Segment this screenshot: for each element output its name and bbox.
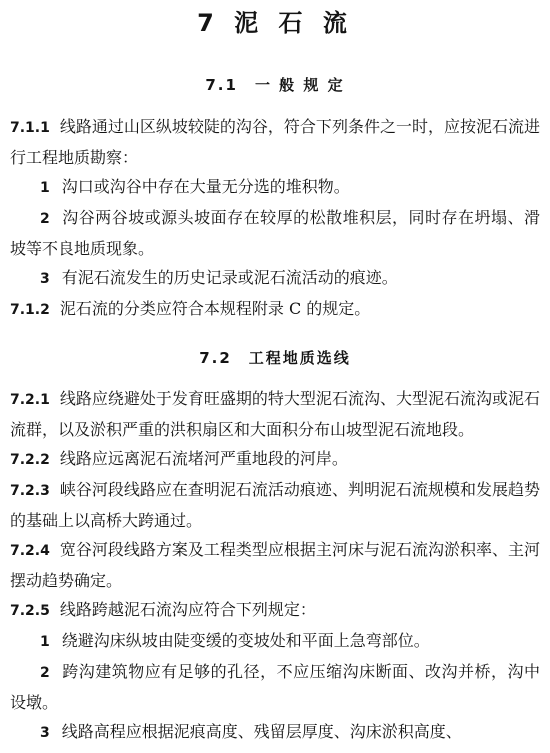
clause-7-2-5 [10,595,540,626]
clause-text: 线路应远离泥石流堵河严重地段的河岸。 [59,449,348,468]
list-item [10,172,540,203]
list-item [10,263,540,294]
clause-text: 线路跨越泥石流沟应符合下列规定： [59,600,316,619]
clause-text: 峡谷河段线路应在查明泥石流活动痕迹、判明泥石流规模和发展趋势的基础上以高桥大跨通过。 [10,480,540,530]
item-number: 1 [40,180,50,196]
item-text: 沟口或沟谷中存在大量无分选的堆积物。 [61,177,350,196]
clause-number: 7.2.4 [10,543,50,559]
item-text: 沟谷两谷坡或源头坡面存在较厚的松散堆积层，同时存在坍塌、滑坡等不良地质现象。 [10,208,540,258]
clause-number: 7.2.3 [10,483,50,499]
clause-7-2-4 [10,535,540,595]
list-item [10,203,540,263]
clause-number: 7.2.2 [10,452,50,468]
item-number: 3 [40,271,50,287]
clause-text: 泥石流的分类应符合本规程附录 C 的规定。 [59,299,371,318]
item-text: 绕避沟床纵坡由陡变缓的变坡处和平面上急弯部位。 [61,631,430,650]
clause-text: 线路通过山区纵坡较陡的沟谷，符合下列条件之一时，应按泥石流进行工程地质勘察： [10,117,540,167]
section-title-7-2: 7.2 工程地质选线 [199,349,351,367]
item-text: 线路高程应根据泥痕高度、残留层厚度、沟床淤积高度、 [61,722,462,741]
section-title-7-1: 7.1 一 般 规 定 [205,76,345,94]
clause-number: 7.2.5 [10,603,50,619]
clause-7-2-2 [10,444,540,475]
clause-7-2-1 [10,384,540,444]
clause-7-1-2 [10,294,540,325]
clause-7-2-3 [10,475,540,535]
list-item [10,717,540,748]
clause-paragraph [10,112,540,172]
list-item [10,657,540,717]
clause-text: 线路应绕避处于发育旺盛期的特大型泥石流沟、大型泥石流沟或泥石流群，以及淤积严重的洪积扇区和大面积分布山坡型泥石流地段。 [10,389,540,439]
clause-number: 7.2.1 [10,392,50,408]
item-text: 有泥石流发生的历史记录或泥石流活动的痕迹。 [61,268,398,287]
chapter-title: 7 泥 石 流 [197,9,353,37]
clause-number: 7.1.2 [10,302,50,318]
item-number: 2 [40,665,50,681]
item-text: 跨沟建筑物应有足够的孔径，不应压缩沟床断面、改沟并桥，沟中设墩。 [10,662,540,712]
list-item [10,626,540,657]
clause-number: 7.1.1 [10,120,50,136]
item-number: 2 [40,211,50,227]
clause-text: 宽谷河段线路方案及工程类型应根据主河床与泥石流沟淤积率、主河摆动趋势确定。 [10,540,540,590]
item-number: 3 [40,725,50,741]
item-number: 1 [40,634,50,650]
clause-7-1-1 [10,112,540,294]
